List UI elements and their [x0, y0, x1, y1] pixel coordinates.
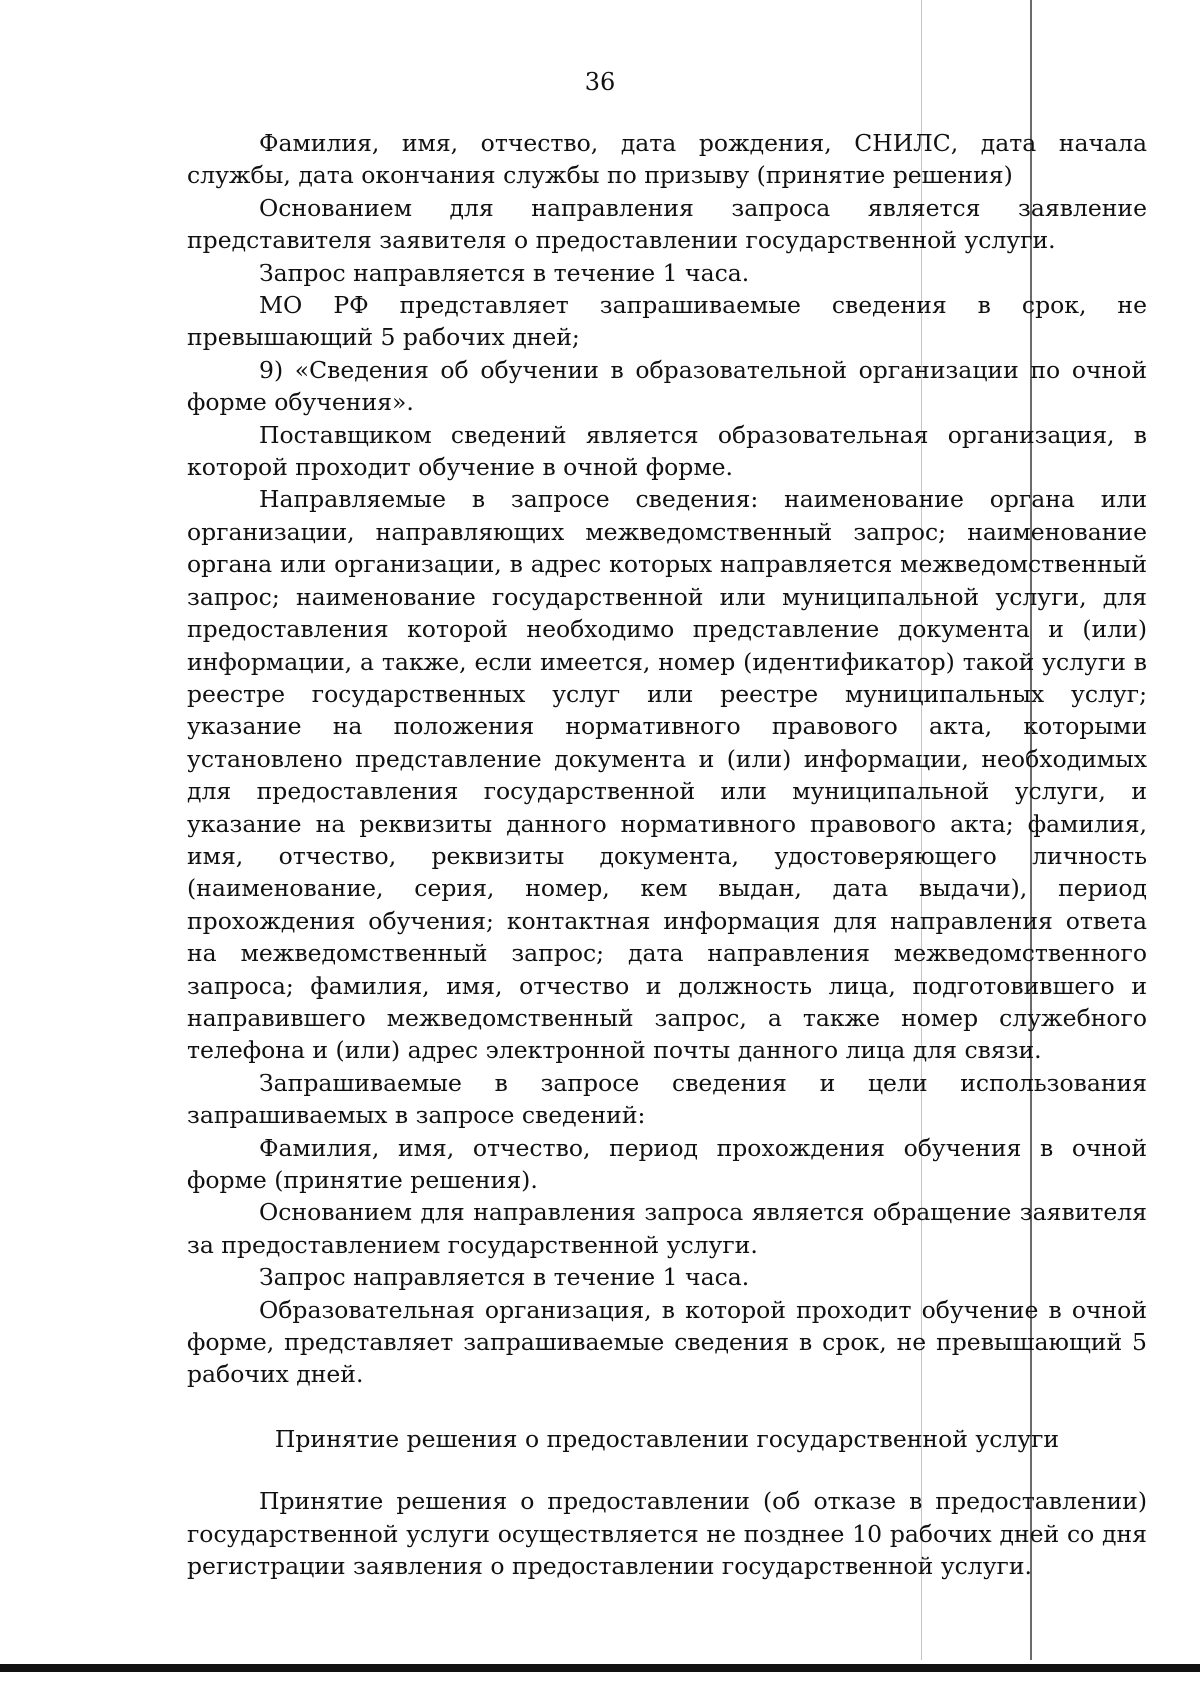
- paragraph: Фамилия, имя, отчество, период прохождения обучения в очной форме (принятие решения).: [187, 1133, 1147, 1194]
- page-number: 36: [584, 68, 616, 96]
- scan-bottom-border: [0, 1664, 1200, 1672]
- paragraph: Запрос направляется в течение 1 часа.: [259, 1263, 750, 1292]
- paragraph: Запрос направляется в течение 1 часа.: [259, 258, 750, 287]
- paragraph: Образовательная организация, в которой проходит обучение в очной форме, представляет запрашиваемые сведения в срок, не превышающий 5 рабочих дней.: [187, 1295, 1147, 1389]
- paragraph: МО РФ представляет запрашиваемые сведения в срок, не превышающий 5 рабочих дней;: [187, 291, 1147, 352]
- paragraph: Фамилия, имя, отчество, дата рождения, СНИЛС, дата начала службы, дата окончания службы по призыву (принятие решения): [187, 129, 1147, 190]
- paragraph: Поставщиком сведений является образовательная организация, в которой проходит обучение в очной форме.: [187, 420, 1147, 482]
- section-heading: Принятие решения о предоставлении государственной услуги: [274, 1424, 1060, 1453]
- paragraph: Направляемые в запросе сведения: наименование органа или организации, направляющих межведомственный запрос; наименование органа или организации, в адрес которых направляется межведомственный запрос; наименование государственной или муниципальной услуги, для предоставления которой необходимо представление документа и (или) информации, а также, если имеется, номер (идентификатор) такой услуги в реестре государственных услуг или реестре муниципальных услуг; указание на положения нормативного правового акта, которыми установлено представление документа и (или) информации, необходимых для предоставления государственной или муниципальной услуги, и указание на реквизиты данного нормативного правового акта; фамилия, имя, отчество, реквизиты документа, удостоверяющего личность (наименование, серия, номер, кем выдан, дата выдачи), период прохождения обучения; контактная информация для направления ответа на межведомственный запрос; дата направления межведомственного запроса; фамилия, имя, отчество и должность лица, подготовившего и направившего межведомственный запрос, а также номер служебного телефона и (или) адрес электронной почты данного лица для связи.: [187, 485, 1147, 1065]
- paragraph: Запрашиваемые в запросе сведения и цели использования запрашиваемых в запросе сведений:: [187, 1068, 1147, 1130]
- document-body: [187, 127, 1147, 1582]
- paragraph: Основанием для направления запроса является обращение заявителя за предоставлением государственной услуги.: [187, 1198, 1147, 1259]
- paragraph: Основанием для направления запроса является заявление представителя заявителя о предоставлении государственной услуги.: [187, 193, 1147, 255]
- list-item-paragraph: 9) «Сведения об обучении в образовательной организации по очной форме обучения».: [187, 355, 1147, 417]
- paragraph: Принятие решения о предоставлении (об отказе в предоставлении) государственной услуги осуществляется не позднее 10 рабочих дней со дня регистрации заявления о предоставлении государственной услуги.: [187, 1487, 1147, 1581]
